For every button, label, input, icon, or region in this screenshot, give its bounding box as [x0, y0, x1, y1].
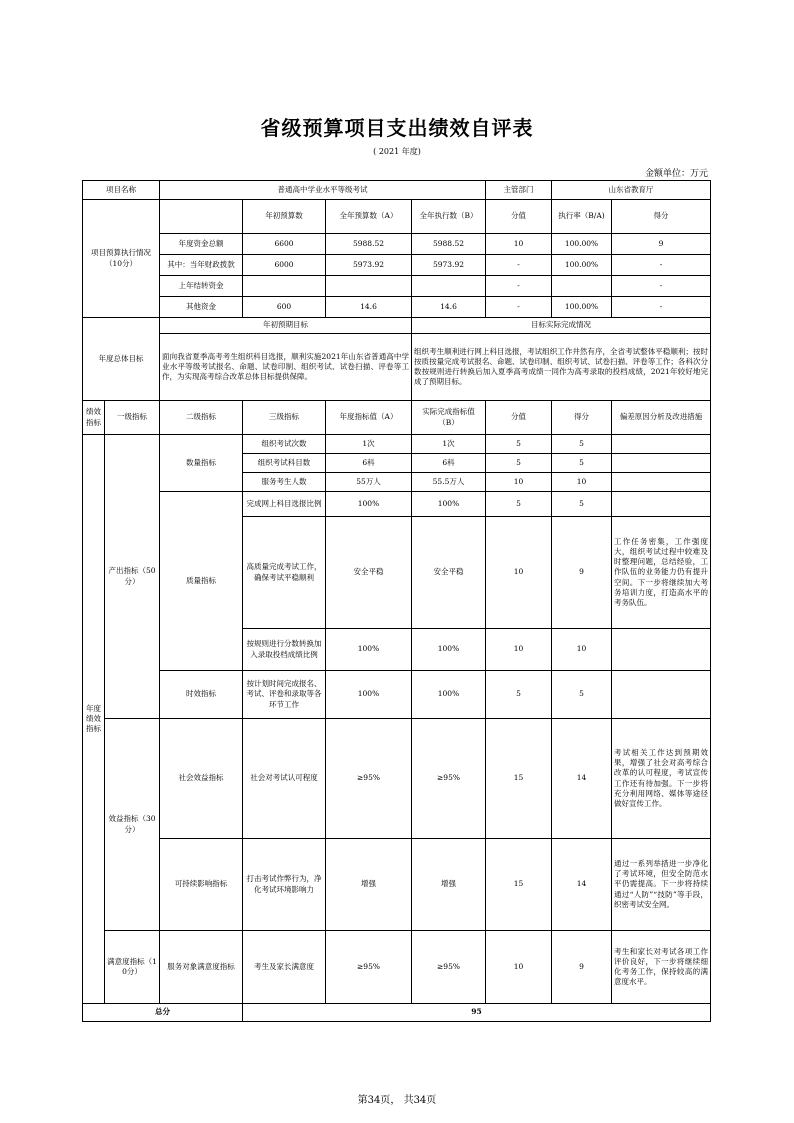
ind-header-target: 年度指标值（A）	[326, 401, 412, 435]
indicator-score: 5	[486, 671, 552, 719]
indicator-got: 5	[552, 492, 612, 517]
indicator-name: 完成网上科目选报比例	[243, 492, 326, 517]
budget-row-label: 上年结转资金	[160, 276, 243, 297]
year-perf-label: 年度绩效指标	[83, 435, 105, 1004]
indicator-name: 按规则进行分数转换加入录取投档成绩比例	[243, 629, 326, 671]
budget-cell: 5973.92	[412, 255, 486, 276]
plan-goal-header: 年初预期目标	[160, 318, 412, 334]
indicator-target: ≥95%	[326, 719, 412, 839]
indicator-score: 10	[486, 931, 552, 1004]
budget-header: 全年预算数（A）	[326, 200, 412, 234]
indicator-note	[612, 454, 711, 473]
output-l1-label: 产出指标（50分）	[105, 435, 160, 719]
budget-section-label: 项目预算执行情况（10分）	[83, 200, 160, 318]
indicator-note	[612, 671, 711, 719]
indicator-name: 考生及家长满意度	[243, 931, 326, 1004]
amount-unit: 金额单位：万元	[644, 169, 708, 179]
ind-header-l1: 一级指标	[105, 401, 160, 435]
indicator-name: 组织考试次数	[243, 435, 326, 454]
quantity-l2-label: 数量指标	[160, 435, 243, 492]
indicator-name: 组织考试科目数	[243, 454, 326, 473]
indicator-target: 100%	[326, 492, 412, 517]
annual-goal-label: 年度总体目标	[83, 318, 160, 401]
budget-header: 年初预算数	[243, 200, 326, 234]
indicator-note	[612, 629, 711, 671]
indicator-actual: 100%	[412, 492, 486, 517]
indicator-target: 100%	[326, 671, 412, 719]
ind-header-perf: 绩效指标	[83, 401, 105, 435]
budget-cell: 10	[486, 234, 552, 255]
quality-l2-label: 质量指标	[160, 492, 243, 671]
indicator-note	[612, 492, 711, 517]
indicator-got: 9	[552, 517, 612, 629]
budget-cell: -	[486, 297, 552, 318]
budget-row-label: 其他资金	[160, 297, 243, 318]
indicator-score: 10	[486, 629, 552, 671]
indicator-got: 10	[552, 629, 612, 671]
plan-goal-text: 面向我省夏季高考考生组织科目选报，顺利实施2021年山东省普通高中学业水平等级考试报名、命题、试卷印制、组织考试、试卷扫描、评卷等工作，为实现高考综合改革总体目标提供保障。	[160, 334, 412, 401]
budget-row-label: 年度资金总额	[160, 234, 243, 255]
indicator-target: 55万人	[326, 473, 412, 492]
indicator-target: 100%	[326, 629, 412, 671]
indicator-target: 6科	[326, 454, 412, 473]
total-value: 95	[243, 1004, 711, 1022]
indicator-actual: ≥95%	[412, 931, 486, 1004]
indicator-note: 考生和家长对考试各项工作评价良好，下一步将继续细化考务工作，保持较高的满意度水平。	[612, 931, 711, 1004]
ind-header-actual: 实际完成指标值（B）	[412, 401, 486, 435]
indicator-got: 10	[552, 473, 612, 492]
budget-cell	[243, 276, 326, 297]
indicator-got: 5	[552, 454, 612, 473]
ind-header-l3: 三级指标	[243, 401, 326, 435]
indicator-actual: 100%	[412, 671, 486, 719]
indicator-actual: 55.5万人	[412, 473, 486, 492]
page-number: 第34页， 共34页	[357, 1095, 437, 1106]
indicator-score: 10	[486, 517, 552, 629]
budget-cell: 5988.52	[412, 234, 486, 255]
indicator-note: 通过一系列举措进一步净化了考试环境，但安全防范水平仍需提高。下一步将持续通过“人防”“技防”等手段，织密考试安全网。	[612, 839, 711, 931]
budget-cell	[412, 276, 486, 297]
ind-header-score: 分值	[486, 401, 552, 435]
total-label: 总分	[83, 1004, 243, 1022]
indicator-actual: 1次	[412, 435, 486, 454]
budget-header-blank	[160, 200, 243, 234]
indicator-actual: 100%	[412, 629, 486, 671]
budget-cell: 100.00%	[552, 234, 612, 255]
indicator-got: 14	[552, 719, 612, 839]
sustain-l2-label: 可持续影响指标	[160, 839, 243, 931]
service-l2-label: 服务对象满意度指标	[160, 931, 243, 1004]
budget-cell: 5973.92	[326, 255, 412, 276]
indicator-name: 高质量完成考试工作，确保考试平稳顺利	[243, 517, 326, 629]
budget-cell: -	[486, 255, 552, 276]
indicator-got: 5	[552, 435, 612, 454]
indicator-note	[612, 435, 711, 454]
budget-header: 分值	[486, 200, 552, 234]
indicator-note	[612, 473, 711, 492]
indicator-score: 10	[486, 473, 552, 492]
indicator-got: 5	[552, 671, 612, 719]
ind-header-l2: 二级指标	[160, 401, 243, 435]
budget-header: 全年执行数（B）	[412, 200, 486, 234]
budget-header: 得分	[612, 200, 711, 234]
page-title: 省级预算项目支出绩效自评表	[260, 116, 534, 140]
indicator-actual: 6科	[412, 454, 486, 473]
budget-cell: 100.00%	[552, 297, 612, 318]
indicator-name: 按计划时间完成报名、考试、评卷和录取等各环节工作	[243, 671, 326, 719]
indicator-name: 服务考生人数	[243, 473, 326, 492]
budget-cell	[326, 276, 412, 297]
budget-row-label: 其中：当年财政拨款	[160, 255, 243, 276]
self-evaluation-table	[82, 180, 711, 1022]
indicator-score: 15	[486, 719, 552, 839]
project-name-label: 项目名称	[83, 181, 160, 200]
indicator-target: 增强	[326, 839, 412, 931]
indicator-name: 打击考试作弊行为，净化考试环境影响力	[243, 839, 326, 931]
indicator-actual: 增强	[412, 839, 486, 931]
indicator-name: 社会对考试认可程度	[243, 719, 326, 839]
ind-header-got: 得分	[552, 401, 612, 435]
satisfaction-l1-label: 满意度指标（10分）	[105, 931, 160, 1004]
actual-goal-text: 组织考生顺利进行网上科目选报，考试组织工作井然有序，全省考试整体平稳顺利；按时按质按量完成考试报名、命题、试卷印制、组织考试、试卷扫描、评卷等工作；各科次分数按规则进行转换后加入夏季高考成绩一同作为高考录取的投档成绩，2021年较好地完成了预期目标。	[412, 334, 711, 401]
budget-cell: 600	[243, 297, 326, 318]
budget-cell: 6600	[243, 234, 326, 255]
dept-name: 山东省教育厅	[552, 181, 711, 200]
indicator-actual: ≥95%	[412, 719, 486, 839]
budget-cell: 6000	[243, 255, 326, 276]
indicator-target: ≥95%	[326, 931, 412, 1004]
budget-cell: 100.00%	[552, 255, 612, 276]
dept-label: 主管部门	[486, 181, 552, 200]
indicator-target: 1次	[326, 435, 412, 454]
indicator-score: 15	[486, 839, 552, 931]
budget-cell: -	[612, 255, 711, 276]
budget-cell: 14.6	[326, 297, 412, 318]
indicator-note: 工作任务密集，工作强度大，组织考试过程中较难及时整理问题，总结经验，工作队伍的业务能力仍有提升空间。下一步将继续加大考务培训力度，打造高水平的考务队伍。	[612, 517, 711, 629]
indicator-got: 9	[552, 931, 612, 1004]
budget-cell: 5988.52	[326, 234, 412, 255]
report-year: ( 2021 年度)	[373, 147, 421, 156]
budget-cell: -	[486, 276, 552, 297]
indicator-target: 安全平稳	[326, 517, 412, 629]
indicator-note: 考试相关工作达到预期效果，增强了社会对高考综合改革的认可程度，考试宣传工作还有待加强。下一步将充分利用网络、媒体等途径做好宣传工作。	[612, 719, 711, 839]
budget-cell: -	[612, 276, 711, 297]
time-l2-label: 时效指标	[160, 671, 243, 719]
indicator-score: 5	[486, 492, 552, 517]
indicator-got: 14	[552, 839, 612, 931]
ind-header-note: 偏差原因分析及改进措施	[612, 401, 711, 435]
indicator-score: 5	[486, 435, 552, 454]
indicator-actual: 安全平稳	[412, 517, 486, 629]
budget-cell: 14.6	[412, 297, 486, 318]
budget-cell: -	[612, 297, 711, 318]
budget-header: 执行率（B/A)	[552, 200, 612, 234]
actual-goal-header: 目标实际完成情况	[412, 318, 711, 334]
project-name: 普通高中学业水平等级考试	[160, 181, 486, 200]
benefit-l1-label: 效益指标（30分）	[105, 719, 160, 931]
social-l2-label: 社会效益指标	[160, 719, 243, 839]
indicator-score: 5	[486, 454, 552, 473]
budget-cell	[552, 276, 612, 297]
budget-cell: 9	[612, 234, 711, 255]
